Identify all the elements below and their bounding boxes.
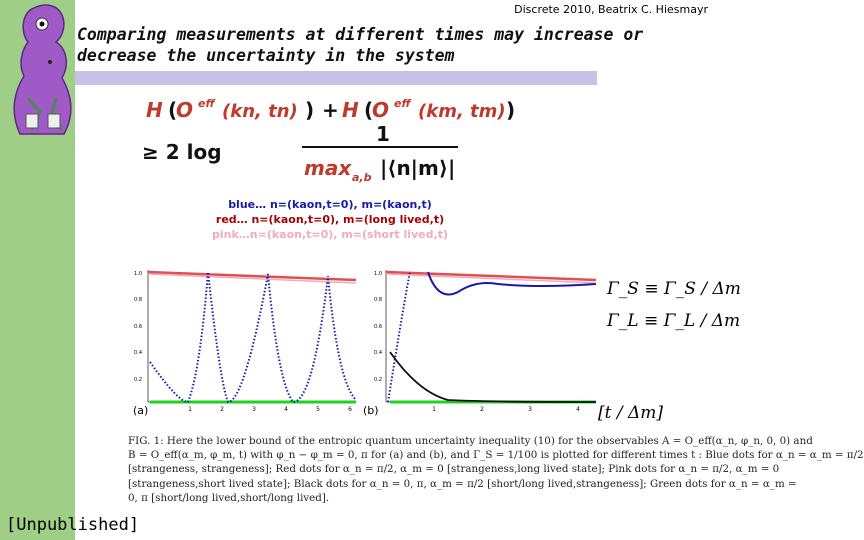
svg-text:0.2: 0.2 [134,377,142,383]
formula-arg2: (km, tm) [418,101,506,122]
svg-text:(: ( [168,98,178,122]
svg-text:1.0: 1.0 [134,271,142,277]
svg-text:4: 4 [284,406,288,413]
uncertainty-formula [140,95,580,185]
svg-text:4: 4 [576,406,580,413]
credit-text: Discrete 2010, Beatrix C. Hiesmayr [514,3,708,16]
svg-text:0.4: 0.4 [374,350,382,356]
formula-arg1: (kn, tn) [222,101,298,122]
svg-text:0.8: 0.8 [134,297,142,303]
unpublished-label: [Unpublished] [6,515,140,535]
legend-blue: blue… n=(kaon,t=0), m=(kaon,t) [228,198,432,211]
svg-text:3: 3 [528,406,532,413]
formula-ab: a,b [352,171,372,184]
title-underline-bar [75,71,597,85]
caption-line: B = O_eff(α_m, φ_m, t) with φ_n − φ_m = 0, π for (a) and (b), and Γ_S = 1/100 is plotted for different times t : Blue dots for α_n = α_m = π/2 [128,449,864,462]
svg-text:5: 5 [316,406,320,413]
svg-text:1.0: 1.0 [374,271,382,277]
formula-inner: |⟨n|m⟩| [380,156,456,180]
slide-title: Comparing measurements at different times may increase or decrease the uncertainty in the system [77,25,644,65]
svg-text:(: ( [364,98,374,122]
gamma-definitions [605,270,741,340]
formula-h2: H [342,98,359,122]
gamma-s-def: Γ_S ≡ Γ_S / Δm [607,279,741,299]
svg-text:0.4: 0.4 [134,350,142,356]
svg-text:0.8: 0.8 [374,297,382,303]
panel-b-label: (b) [363,404,379,417]
legend-pink: pink…n=(kaon,t=0), m=(short lived,t) [211,228,448,241]
svg-text:0.6: 0.6 [134,324,142,330]
svg-text:0.2: 0.2 [374,377,382,383]
formula-ge-log: ≥ 2 log [142,140,222,164]
time-axis-unit [596,400,666,425]
caption-line: 0, π [short/long lived,short/long lived]. [128,491,330,504]
svg-text:2: 2 [480,406,484,413]
svg-text:0.6: 0.6 [374,324,382,330]
figure-caption [128,434,864,505]
svg-text:3: 3 [252,406,256,413]
svg-text:): ) [506,98,516,122]
curve-legend [170,197,490,242]
svg-text:1: 1 [188,406,192,413]
formula-plus: + [322,98,339,122]
formula-o1: O [176,98,194,122]
svg-text:1: 1 [432,406,436,413]
svg-text:): ) [305,98,315,122]
formula-one: 1 [376,122,390,146]
panel-a-label: (a) [133,404,149,417]
formula-eff2: eff [394,97,411,110]
formula-o2: O [372,98,390,122]
svg-text:2: 2 [220,406,224,413]
formula-eff1: eff [198,97,215,110]
gamma-l-def: Γ_L ≡ Γ_L / Δm [607,311,741,331]
uncertainty-plots [128,262,598,418]
mascot-logo [4,2,84,140]
caption-line: FIG. 1: Here the lower bound of the entropic quantum uncertainty inequality (10) for the observables A = O_eff(α_n, φ_n, 0, 0) and [128,435,813,447]
formula-max: max [304,156,352,180]
legend-red: red… n=(kaon,t=0), m=(long lived,t) [215,213,445,226]
panel-a [133,270,356,417]
panel-b [363,270,596,417]
svg-text:[t / Δm]: [t / Δm] [598,403,664,423]
formula-h1: H [146,98,163,122]
svg-text:6: 6 [348,406,352,413]
caption-line: [strangeness, strangeness]; Red dots for α_n = π/2, α_m = 0 [strangeness,long lived state]; Pink dots for α_n = π/2, α_m = 0 [128,463,780,476]
caption-line: [strangeness,short lived state]; Black dots for α_n = 0, π, α_m = π/2 [short/long lived,strangeness]; Green dots for α_n = α_m = [128,477,797,490]
